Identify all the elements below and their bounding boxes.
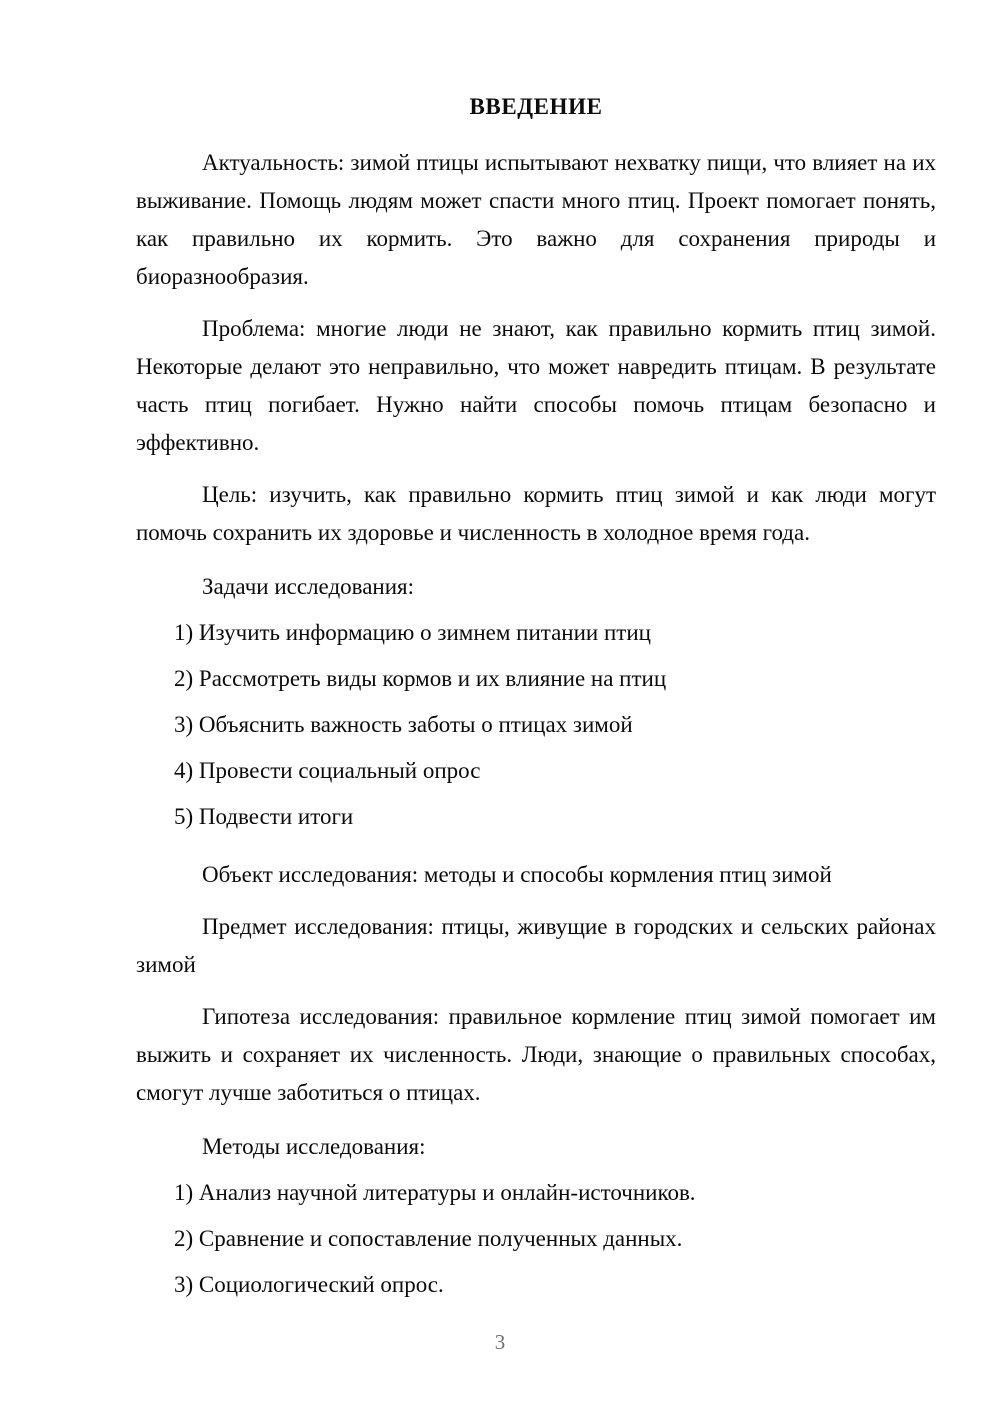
paragraph-object: Объект исследования: методы и способы кормления птиц зимой (202, 862, 832, 887)
heading-tasks: Задачи исследования: (202, 574, 415, 599)
paragraph-subject: Предмет исследования: птицы, живущие в городских и сельских районах зимой (136, 914, 936, 977)
list-item: 1) Анализ научной литературы и онлайн-источников. (174, 1180, 696, 1205)
methods-list (136, 1166, 936, 1304)
paragraph-goal: Цель: изучить, как правильно кормить птиц зимой и как люди могут помочь сохранить их здоровье и численность в холодное время года. (136, 482, 936, 545)
page-content (136, 0, 936, 1304)
heading-methods: Методы исследования: (202, 1134, 426, 1159)
list-item: 3) Объяснить важность заботы о птицах зимой (174, 712, 633, 737)
paragraph-relevance: Актуальность: зимой птицы испытывают нехватку пищи, что влияет на их выживание. Помощь людям может спасти много птиц. Проект помогает понять, как правильно их кормить. Это важно для сохранения природы и биоразнообразия. (136, 150, 936, 289)
page-title: ВВЕДЕНИЕ (469, 94, 603, 119)
list-item: 2) Рассмотреть виды кормов и их влияние на птиц (174, 666, 667, 691)
list-item: 4) Провести социальный опрос (174, 758, 481, 783)
list-item: 1) Изучить информацию о зимнем питании птиц (174, 620, 651, 645)
list-item: 3) Социологический опрос. (174, 1272, 444, 1297)
list-item: 2) Сравнение и сопоставление полученных данных. (174, 1226, 683, 1251)
list-item: 5) Подвести итоги (174, 804, 354, 829)
page-number: 3 (494, 1330, 506, 1354)
paragraph-hypothesis: Гипотеза исследования: правильное кормление птиц зимой помогает им выжить и сохраняет их численность. Люди, знающие о правильных способах, смогут лучше заботиться о птицах. (136, 1004, 936, 1105)
paragraph-problem: Проблема: многие люди не знают, как правильно кормить птиц зимой. Некоторые делают это неправильно, что может навредить птицам. В результате часть птиц погибает. Нужно найти способы помочь птицам безопасно и эффективно. (136, 316, 936, 455)
tasks-list (136, 606, 936, 836)
